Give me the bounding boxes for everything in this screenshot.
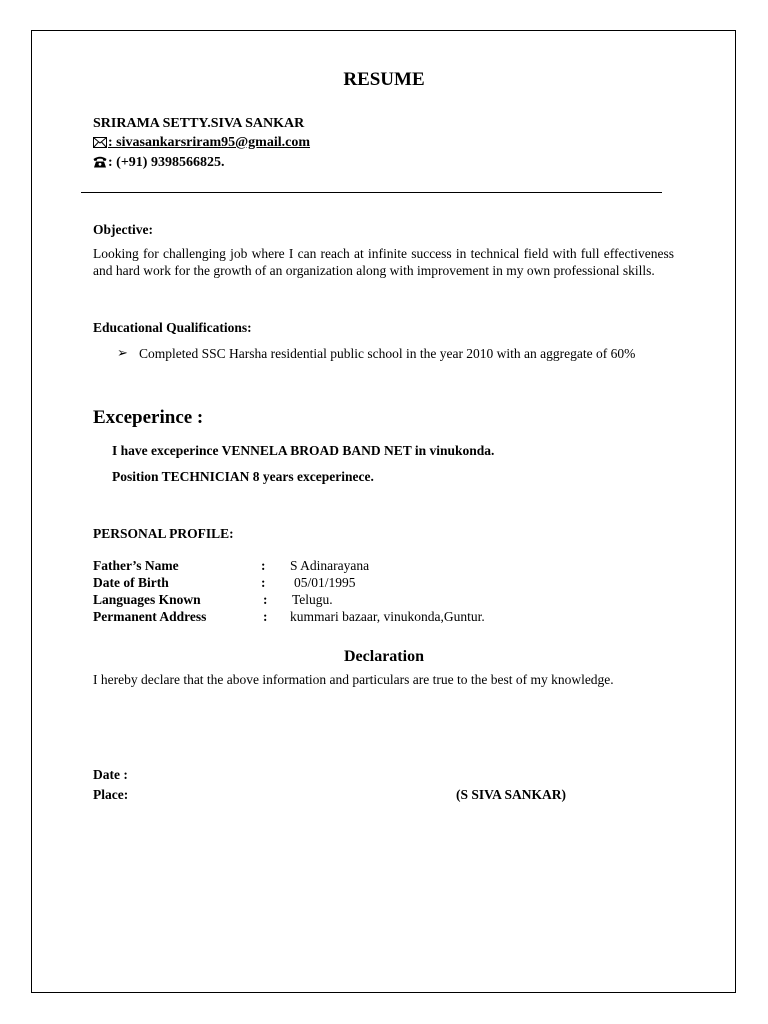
personal-profile-heading: PERSONAL PROFILE:: [93, 526, 234, 541]
telephone-icon: [93, 156, 107, 173]
experience-position: Position TECHNICIAN 8 years exceperinece.: [112, 469, 374, 484]
experience-line: I have exceperince VENNELA BROAD BAND NET in vinukonda.: [112, 443, 495, 458]
education-heading: Educational Qualifications:: [93, 320, 252, 335]
email-text: : sivasankarsriram95@gmail.com: [108, 135, 311, 150]
profile-value: S Adinarayana: [290, 558, 370, 573]
email-line: [93, 135, 310, 153]
objective-heading: Objective:: [93, 222, 153, 237]
education-item: Completed SSC Harsha residential public school in the year 2010 with an aggregate of 60%: [139, 346, 636, 361]
experience-heading: Exceperince :: [93, 407, 204, 428]
place-label: Place:: [93, 787, 129, 802]
envelope-icon: [93, 137, 107, 153]
profile-colon: :: [263, 609, 268, 624]
profile-colon: :: [263, 592, 268, 607]
declaration-heading: Declaration: [344, 648, 424, 665]
header-divider: [81, 192, 662, 193]
profile-label: Father’s Name: [93, 558, 179, 573]
profile-label: Languages Known: [93, 592, 201, 607]
page-title: RESUME: [343, 69, 425, 90]
profile-value: 05/01/1995: [294, 575, 356, 590]
profile-colon: :: [261, 575, 266, 590]
profile-colon: :: [261, 558, 266, 573]
declaration-text: I hereby declare that the above information and particulars are true to the best of my knowledge.: [93, 672, 614, 687]
phone-text: : (+91) 9398566825.: [108, 155, 225, 170]
arrow-bullet-icon: ➢: [117, 345, 128, 360]
page-border: [31, 30, 736, 993]
signature-name: (S SIVA SANKAR): [456, 787, 567, 802]
date-label: Date :: [93, 767, 128, 782]
profile-value: Telugu.: [292, 592, 333, 607]
objective-text: Looking for challenging job where I can reach at infinite success in technical field with full effectiveness and hard work for the growth of an organization along with improvement in my own professional skills.: [93, 246, 674, 278]
candidate-name: SRIRAMA SETTY.SIVA SANKAR: [93, 116, 305, 131]
profile-value: kummari bazaar, vinukonda,Guntur.: [290, 609, 485, 624]
profile-label: Date of Birth: [93, 575, 169, 590]
phone-line: [93, 155, 224, 173]
profile-label: Permanent Address: [93, 609, 207, 624]
